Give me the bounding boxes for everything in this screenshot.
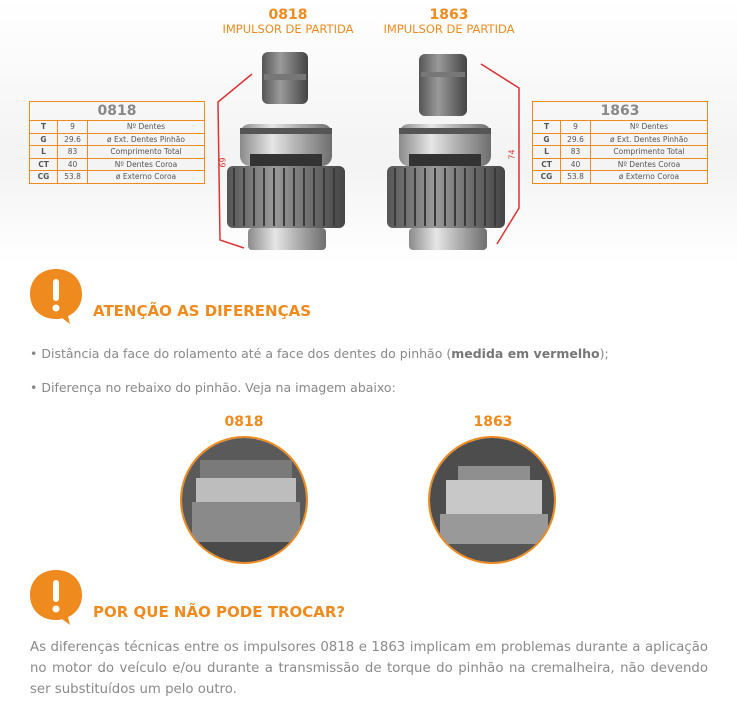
product-name: IMPULSOR DE PARTIDA bbox=[222, 22, 354, 37]
spec-row: CT 40 Nº Dentes Coroa bbox=[30, 158, 205, 171]
spec-row: L 83 Comprimento Total bbox=[30, 146, 205, 159]
detail-label-1863: 1863 bbox=[473, 414, 513, 430]
spec-row: G 29.6 ø Ext. Dentes Pinhão bbox=[533, 133, 708, 146]
pinion-detail-image-0818 bbox=[180, 436, 308, 564]
product-code: 1863 bbox=[429, 7, 469, 23]
exclamation-icon bbox=[28, 568, 85, 626]
attention-bullet-1: • Distância da face do rolamento até a face dos dentes do pinhão (medida em vermelho); bbox=[30, 346, 609, 361]
spec-table-title: 1863 bbox=[533, 102, 708, 121]
pinion-detail-image-1863 bbox=[428, 436, 556, 564]
detail-label-0818: 0818 bbox=[224, 414, 264, 430]
why-title: POR QUE NÃO PODE TROCAR? bbox=[93, 603, 346, 621]
spec-table-title: 0818 bbox=[30, 102, 205, 121]
spec-row: CG 53.8 ø Externo Coroa bbox=[533, 171, 708, 184]
product-name: IMPULSOR DE PARTIDA bbox=[383, 22, 515, 37]
spec-table-0818 bbox=[29, 101, 205, 184]
attention-title: ATENÇÃO AS DIFERENÇAS bbox=[93, 302, 311, 320]
spec-table-1863 bbox=[532, 101, 708, 184]
exclamation-icon bbox=[28, 267, 85, 325]
spec-row: L 83 Comprimento Total bbox=[533, 146, 708, 159]
product-header-0818 bbox=[215, 8, 361, 36]
attention-bullet-2: • Diferença no rebaixo do pinhão. Veja na imagem abaixo: bbox=[30, 380, 396, 395]
spec-row: T 9 Nº Dentes bbox=[533, 121, 708, 134]
dimension-label-1863: 74 bbox=[507, 149, 517, 160]
starter-drive-image-0818 bbox=[212, 44, 357, 256]
spec-row: CT 40 Nº Dentes Coroa bbox=[533, 158, 708, 171]
highlight-text: medida em vermelho bbox=[451, 346, 600, 361]
spec-row: T 9 Nº Dentes bbox=[30, 121, 205, 134]
spec-row: G 29.6 ø Ext. Dentes Pinhão bbox=[30, 133, 205, 146]
product-code: 0818 bbox=[268, 7, 308, 23]
product-header-1863 bbox=[376, 8, 522, 36]
dimension-label-0818: 69 bbox=[218, 157, 228, 168]
why-paragraph: As diferenças técnicas entre os impulsores 0818 e 1863 implicam em problemas durante a aplicação no motor do veículo e/ou durante a transmissão de torque do pinhão na cremalheira, não devendo ser substituídos um pelo outro. bbox=[30, 640, 708, 697]
spec-row: CG 53.8 ø Externo Coroa bbox=[30, 171, 205, 184]
